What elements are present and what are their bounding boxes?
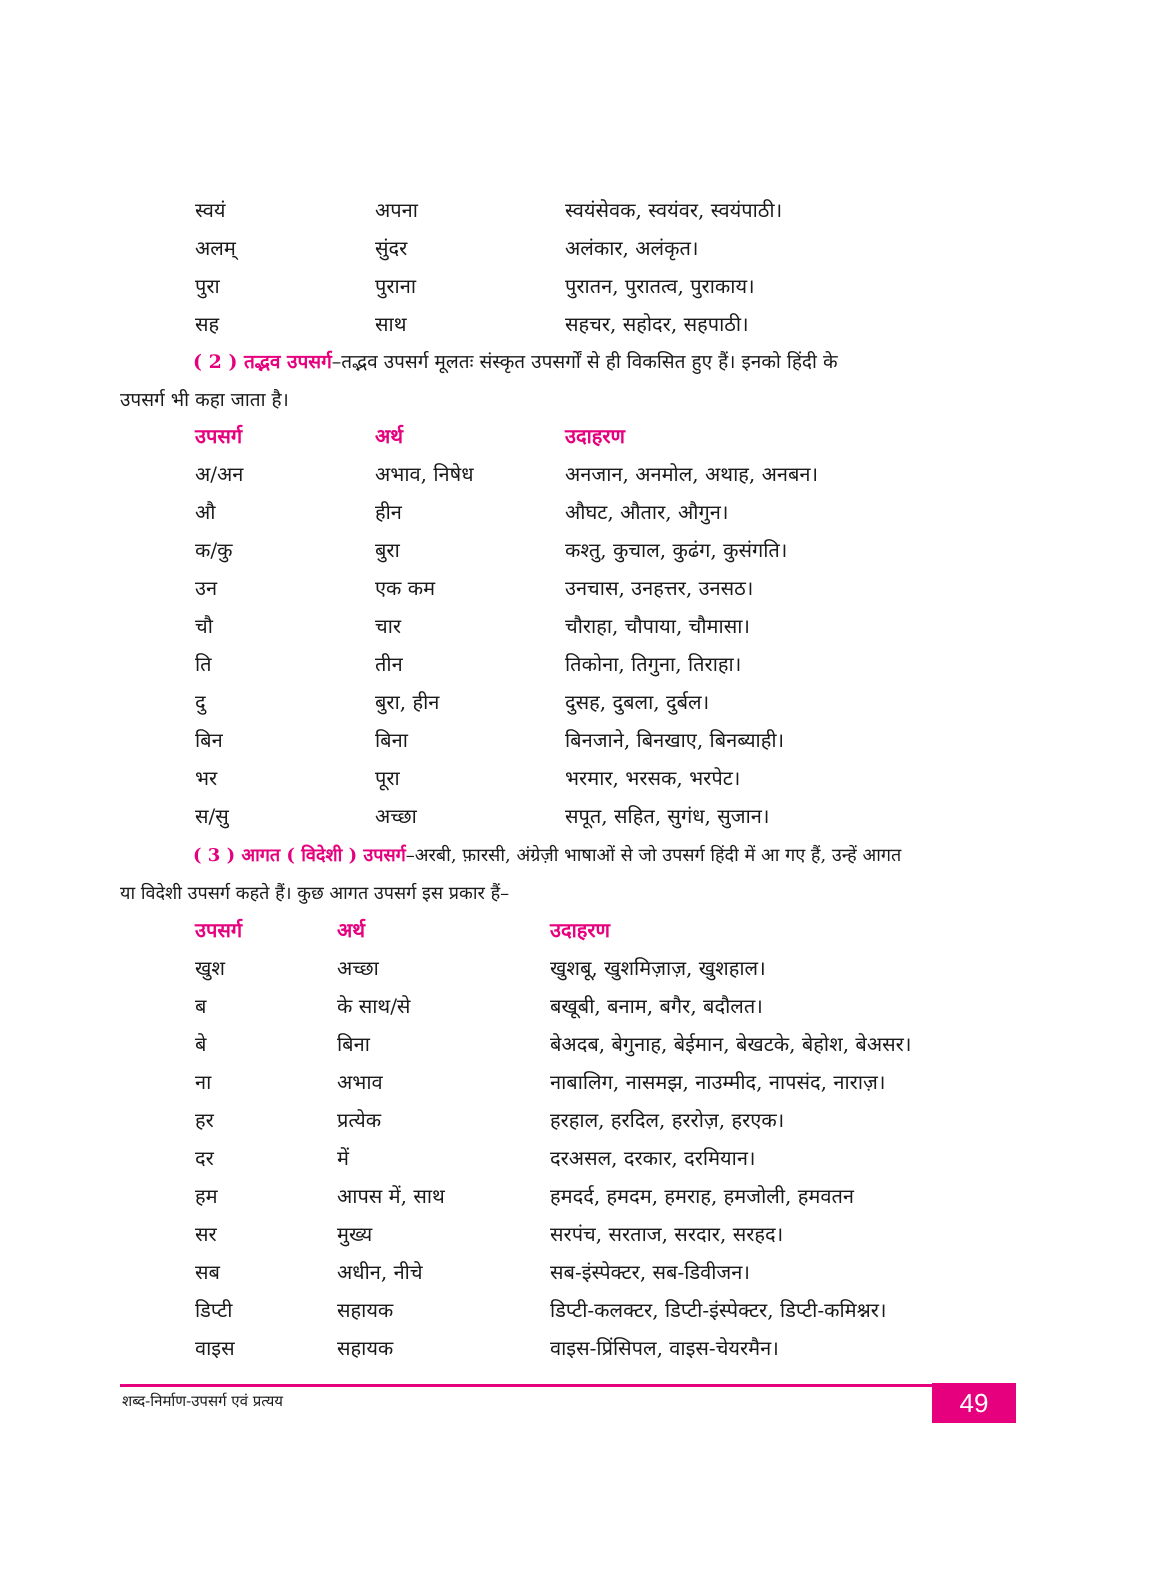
table-row: [0, 950, 1152, 986]
table-row: [0, 1216, 1152, 1252]
prefix-cell: बिन: [195, 728, 223, 752]
table-row: [0, 1330, 1152, 1366]
prefix-cell: हर: [195, 1108, 214, 1132]
examples-cell: तिकोना, तिगुना, तिराहा।: [565, 652, 742, 676]
table-row: [0, 1178, 1152, 1214]
meaning-cell: साथ: [375, 312, 407, 336]
prefix-cell: स्वयं: [195, 198, 226, 222]
table-row: [0, 760, 1152, 796]
prefix-cell: डिप्टी: [195, 1298, 233, 1322]
column-header: अर्थ: [375, 424, 404, 448]
examples-cell: वाइस-प्रिंसिपल, वाइस-चेयरमैन।: [550, 1336, 779, 1360]
meaning-cell: अभाव: [337, 1070, 383, 1094]
table-row: [0, 456, 1152, 492]
table-row: [0, 494, 1152, 530]
column-header: उदाहरण: [550, 918, 611, 942]
prefix-cell: ना: [195, 1070, 212, 1094]
section-2-text-line1: –तद्भव उपसर्ग मूलतः संस्कृत उपसर्गों से ही विकसित हुए हैं। इनको हिंदी के: [331, 351, 838, 373]
examples-cell: नाबालिग, नासमझ, नाउम्मीद, नापसंद, नाराज़।: [550, 1070, 886, 1094]
prefix-cell: खुश: [195, 956, 225, 980]
column-header: उदाहरण: [565, 424, 626, 448]
examples-cell: डिप्टी-कलक्टर, डिप्टी-इंस्पेक्टर, डिप्टी-कमिश्नर।: [550, 1298, 887, 1322]
meaning-cell: सहायक: [337, 1336, 394, 1360]
section-3-heading: ( 3 ) आगत ( विदेशी ) उपसर्ग: [193, 845, 406, 866]
section-2-text-line2: उपसर्ग भी कहा जाता है।: [120, 389, 289, 411]
meaning-cell: सहायक: [337, 1298, 394, 1322]
table-row: [0, 268, 1152, 304]
examples-cell: सरपंच, सरताज, सरदार, सरहद।: [550, 1222, 784, 1246]
examples-cell: दुसह, दुबला, दुर्बल।: [565, 690, 710, 714]
table-row: [0, 570, 1152, 606]
examples-cell: खुशबू, खुशमिज़ाज़, खुशहाल।: [550, 956, 766, 980]
prefix-cell: भर: [195, 766, 218, 790]
meaning-cell: अच्छा: [337, 956, 379, 980]
meaning-cell: बुरा: [375, 538, 400, 562]
examples-cell: अनजान, अनमोल, अथाह, अनबन।: [565, 462, 819, 486]
prefix-cell: दु: [195, 690, 206, 714]
table-row: [0, 1292, 1152, 1328]
column-header: अर्थ: [337, 918, 366, 942]
prefix-cell: ब: [195, 994, 207, 1018]
prefix-cell: सर: [195, 1222, 217, 1246]
table-row: [0, 306, 1152, 342]
section-3-text-line1: –अरबी, फ़ारसी, अंग्रेज़ी भाषाओं से जो उपसर्ग हिंदी में आ गए हैं, उन्हें आगत: [405, 845, 902, 866]
examples-cell: कश्तु, कुचाल, कुढंग, कुसंगति।: [565, 538, 788, 562]
prefix-cell: औ: [195, 500, 216, 524]
table-header-row: [0, 418, 1152, 454]
table-row: [0, 722, 1152, 758]
table-row: [0, 1064, 1152, 1100]
meaning-cell: अपना: [375, 198, 418, 222]
column-header: उपसर्ग: [195, 918, 243, 942]
meaning-cell: प्रत्येक: [337, 1108, 382, 1132]
meaning-cell: बिना: [337, 1032, 370, 1056]
meaning-cell: पूरा: [375, 766, 400, 790]
prefix-cell: पुरा: [195, 274, 220, 298]
examples-cell: बेअदब, बेगुनाह, बेईमान, बेखटके, बेहोश, बेअसर।: [550, 1032, 912, 1056]
meaning-cell: में: [337, 1146, 349, 1170]
table-row: [0, 798, 1152, 834]
examples-cell: उनचास, उनहत्तर, उनसठ।: [565, 576, 754, 600]
meaning-cell: अच्छा: [375, 804, 417, 828]
section-3-paragraph: [120, 837, 1020, 913]
prefix-cell: अ/अन: [195, 462, 244, 486]
meaning-cell: पुराना: [375, 274, 416, 298]
meaning-cell: सुंदर: [375, 236, 408, 260]
prefix-cell: चौ: [195, 614, 213, 638]
table-row: [0, 646, 1152, 682]
meaning-cell: मुख्य: [337, 1222, 373, 1246]
section-2-heading: ( 2 ) तद्भव उपसर्ग: [193, 351, 332, 373]
meaning-cell: चार: [375, 614, 402, 638]
table-row: [0, 1254, 1152, 1290]
table-row: [0, 1102, 1152, 1138]
table-row: [0, 988, 1152, 1024]
table-row: [0, 684, 1152, 720]
examples-cell: अलंकार, अलंकृत।: [565, 236, 699, 260]
examples-cell: सहचर, सहोदर, सहपाठी।: [565, 312, 749, 336]
meaning-cell: अधीन, नीचे: [337, 1260, 423, 1284]
page-number: 49: [932, 1383, 1016, 1423]
section-3-text-line2: या विदेशी उपसर्ग कहते हैं। कुछ आगत उपसर्ग इस प्रकार हैं–: [120, 883, 510, 904]
table-row: [0, 230, 1152, 266]
table-header-row: [0, 912, 1152, 948]
column-header: उपसर्ग: [195, 424, 243, 448]
table-row: [0, 532, 1152, 568]
prefix-cell: वाइस: [195, 1336, 235, 1360]
prefix-cell: सह: [195, 312, 220, 336]
examples-cell: सपूत, सहित, सुगंध, सुजान।: [565, 804, 770, 828]
prefix-cell: हम: [195, 1184, 218, 1208]
prefix-cell: उन: [195, 576, 218, 600]
meaning-cell: हीन: [375, 500, 402, 524]
meaning-cell: एक कम: [375, 576, 436, 600]
prefix-cell: अलम्: [195, 236, 236, 260]
meaning-cell: के साथ/से: [337, 994, 411, 1018]
section-2-paragraph: [120, 343, 1000, 419]
examples-cell: बिनजाने, बिनखाए, बिनब्याही।: [565, 728, 785, 752]
examples-cell: हमदर्द, हमदम, हमराह, हमजोली, हमवतन: [550, 1184, 854, 1208]
meaning-cell: बुरा, हीन: [375, 690, 440, 714]
examples-cell: दरअसल, दरकार, दरमियान।: [550, 1146, 756, 1170]
prefix-cell: ति: [195, 652, 212, 676]
examples-cell: बखूबी, बनाम, बगैर, बदौलत।: [550, 994, 763, 1018]
examples-cell: सब-इंस्पेक्टर, सब-डिवीजन।: [550, 1260, 750, 1284]
meaning-cell: बिना: [375, 728, 408, 752]
prefix-cell: क/कु: [195, 538, 233, 562]
examples-cell: स्वयंसेवक, स्वयंवर, स्वयंपाठी।: [565, 198, 783, 222]
meaning-cell: अभाव, निषेध: [375, 462, 474, 486]
examples-cell: भरमार, भरसक, भरपेट।: [565, 766, 741, 790]
table-row: [0, 1026, 1152, 1062]
prefix-cell: सब: [195, 1260, 220, 1284]
examples-cell: हरहाल, हरदिल, हररोज़, हरएक।: [550, 1108, 785, 1132]
prefix-cell: स/सु: [195, 804, 229, 828]
examples-cell: चौराहा, चौपाया, चौमासा।: [565, 614, 750, 638]
examples-cell: औघट, औतार, औगुन।: [565, 500, 729, 524]
examples-cell: पुरातन, पुरातत्व, पुराकाय।: [565, 274, 755, 298]
table-row: [0, 608, 1152, 644]
table-row: [0, 192, 1152, 228]
footer-divider: [120, 1384, 932, 1387]
prefix-cell: बे: [195, 1032, 207, 1056]
prefix-cell: दर: [195, 1146, 214, 1170]
meaning-cell: आपस में, साथ: [337, 1184, 445, 1208]
footer-chapter-title: शब्द-निर्माण-उपसर्ग एवं प्रत्यय: [122, 1392, 283, 1410]
meaning-cell: तीन: [375, 652, 403, 676]
table-row: [0, 1140, 1152, 1176]
